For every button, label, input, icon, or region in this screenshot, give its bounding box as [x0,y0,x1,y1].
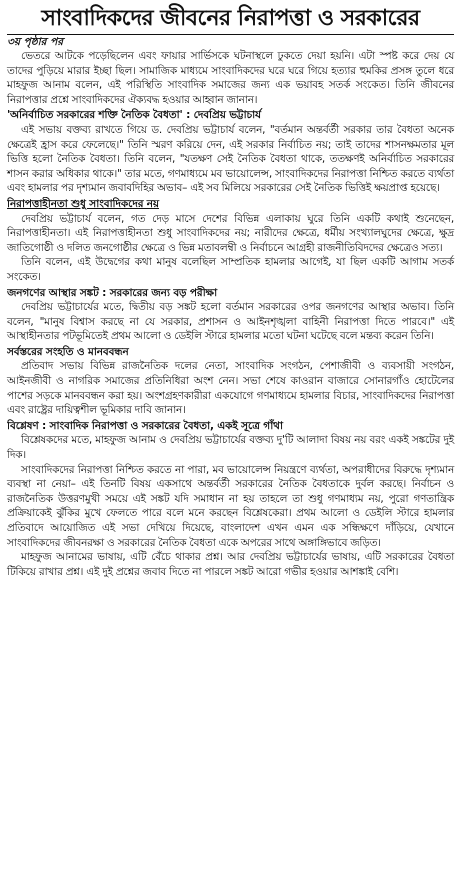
body-paragraph: বিশ্লেষকদের মতে, মাহফুজ আনাম ও দেবপ্রিয় ভট্টাচার্যের বক্তব্য দু'টি আলাদা বিষয় নয় বরং একই সঙ্কটের দুই দিক। [7,434,454,462]
section-heading: সর্বস্তরের সংহতি ও মানববন্ধন [7,345,129,358]
body-paragraph: ভেতরে আটকে পড়েছিলেন এবং ফায়ার সার্ভিসকে ঘটনাস্থলে ঢুকতে দেয়া হয়নি। এটা স্পষ্ট করে দেয় যে তাদের পুড়িয়ে মারার ইচ্ছা ছিল। সামাজিক মাধ্যমে সাংবাদিকদের ঘরে ঘরে গিয়ে হত্যার হুমকির প্রসঙ্গ তুলে ধরে মাহফুজ আনাম বলেন, এই পরিস্থিতি সাংবাদিক সমাজের জন্য এক ভয়াবহ সতর্ক সংকেত। তিনি জীবনের নিরাপত্তার প্রশ্নে সাংবাদিকদের ঐক্যবদ্ধ হওয়ার আহ্বান জানান। [7,50,454,106]
body-paragraph: এই সভায় বক্তব্য রাখতে গিয়ে ড. দেবপ্রিয় ভট্টাচার্য বলেন, "বর্তমান অন্তর্বর্তী সরকার তার বৈধতা অনেক ক্ষেত্রেই হ্রাস করে ফেলেছে।" তিনি স্মরণ করিয়ে দেন, এই সরকার নির্বাচিত নয়; তাই তাদের শাসনক্ষমতার মূল ভিত্তি হলো নৈতিক বৈধতা। তিনি বলেন, "যতক্ষণ সেই নৈতিক বৈধতা থাকে, ততক্ষণই অনির্বাচিত সরকারের শাসন করার অধিকার থাকে।" তার মতে, গণমাধ্যমে মব ভায়োলেন্স, সাংবাদিকদের নিরাপত্তা নিশ্চিত করতে ব্যর্থতা এবং হামলার পর দৃশ্যমান জবাবদিহির অভাব– এই সব মিলিয়ে সরকারের সেই নৈতিক ভিত্তিই ক্ষয়প্রাপ্ত হয়েছে। [7,123,454,195]
body-paragraph: প্রতিবাদ সভায় বিভিন্ন রাজনৈতিক দলের নেতা, সাংবাদিক সংগঠন, পেশাজীবী ও ব্যবসায়ী সংগঠন, আইনজীবী ও নাগরিক সমাজের প্রতিনিধিরা অংশ নেন। সভা শেষে কাওরান বাজারে সোনারগাঁও হোটেলের পাশের সড়কে মানববন্ধন করা হয়। অংশগ্রহণকারীরা একযোগে গণমাধ্যমে হামলার বিচার, সাংবাদিকদের নিরাপত্তা এবং রাষ্ট্রের দায়িত্বশীল ভূমিকার দাবি জানান। [7,360,454,417]
section-heading: বিশ্লেষণ : সাংবাদিক নিরাপত্তা ও সরকারের বৈধতা, একই সূত্রে গাঁথা [7,419,283,432]
headline-divider [7,34,454,35]
section-heading: নিরাপত্তাহীনতা শুধু সাংবাদিকদের নয় [7,197,159,210]
article-page [0,3,461,891]
body-paragraph: দেবপ্রিয় ভট্টাচার্যের মতে, দ্বিতীয় বড় সঙ্কট হলো বর্তমান সরকারের ওপর জনগণের আস্থার অভাব। তিনি বলেন, "মানুষ বিশ্বাস করছে না যে সরকার, প্রশাসন ও আইনশৃঙ্খলা বাহিনী নিরাপত্তা দিতে পারবে।" এই আস্থাহীনতার পটভূমিতেই প্রথম আলো ও ডেইলি স্টারে হামলার মতো ঘটনা ঘটেছে বলে মন্তব্য করেন তিনি। [7,301,454,343]
body-paragraph: দেবপ্রিয় ভট্টাচার্য বলেন, গত দেড় মাসে দেশের বিভিন্ন এলাকায় ঘুরে তিনি একটি কথাই শুনেছেন, নিরাপত্তাহীনতা। এই নিরাপত্তাহীনতা শুধু সাংবাদিকদের নয়; নারীদের ক্ষেত্রে, ধর্মীয় সংখ্যালঘুদের ক্ষেত্রে, ক্ষুদ্র জাতিগোষ্ঠী ও দলিত জনগোষ্ঠীর ক্ষেত্রে ও ভিন্ন মতাবলম্বী ও নির্বাচনে আগ্রহী রাজনীতিবিদদের ক্ষেত্রেও সত্য। [7,212,454,254]
body-paragraph: সাংবাদিকদের নিরাপত্তা নিশ্চিত করতে না পারা, মব ভায়োলেন্স নিয়ন্ত্রণে ব্যর্থতা, অপরাধীদের বিরুদ্ধে দৃশ্যমান ব্যবস্থা না নেয়া– এই তিনটি বিষয় একসাথে অন্তর্বর্তী সরকারের নৈতিক বৈধতাকে দুর্বল করছে। নির্বাচন ও রাজনৈতিক উত্তরণমুখী সময়ে এই সঙ্কট যদি সমাধান না হয় তাহলে তা শুধু গণমাধ্যম নয়, পুরো গণতান্ত্রিক প্রক্রিয়াকেই ঝুঁকির মুখে ফেলতে পারে বলে মনে করছেন বিশ্লেষকেরা। প্রথম আলো ও ডেইলি স্টারে হামলার প্রতিবাদে আয়োজিত এই সভা দেখিয়ে দিয়েছে, বাংলাদেশ এখন এমন এক সন্ধিক্ষণে দাঁড়িয়ে, যেখানে সাংবাদিকদের জীবনরক্ষা ও সরকারের নৈতিক বৈধতা একে অপরের সাথে অঙ্গাঙ্গিভাবে জড়িত। [7,463,454,549]
body-paragraph: মাহফুজ আনামের ভাষায়, এটি বেঁচে থাকার প্রশ্ন। আর দেবপ্রিয় ভট্টাচার্যের ভাষায়, এটি সরকারের বৈধতা টিকিয়ে রাখার প্রশ্ন। এই দুই প্রশ্নের জবাব দিতে না পারলে সঙ্কট আরো গভীর হওয়ার আশঙ্কাই বেশি। [7,551,454,578]
section-heading: জনগণের আস্থার সঙ্কট : সরকারের জন্য বড় পরীক্ষা [7,286,218,299]
body-paragraph: তিনি বলেন, এই উদ্বেগের কথা মানুষ বলেছিল সাম্প্রতিক হামলার আগেই, যা ছিল একটি আগাম সতর্ক সংকেত। [7,256,454,283]
continued-from-label: ৩য় পৃষ্ঠার পর [7,36,64,48]
section-heading: 'অনির্বাচিত সরকারের শক্তি নৈতিক বৈধতা' : দেবপ্রিয় ভট্টাচার্য [7,109,261,122]
article-headline: সাংবাদিকদের জীবনের নিরাপত্তা ও সরকারের [41,5,420,31]
